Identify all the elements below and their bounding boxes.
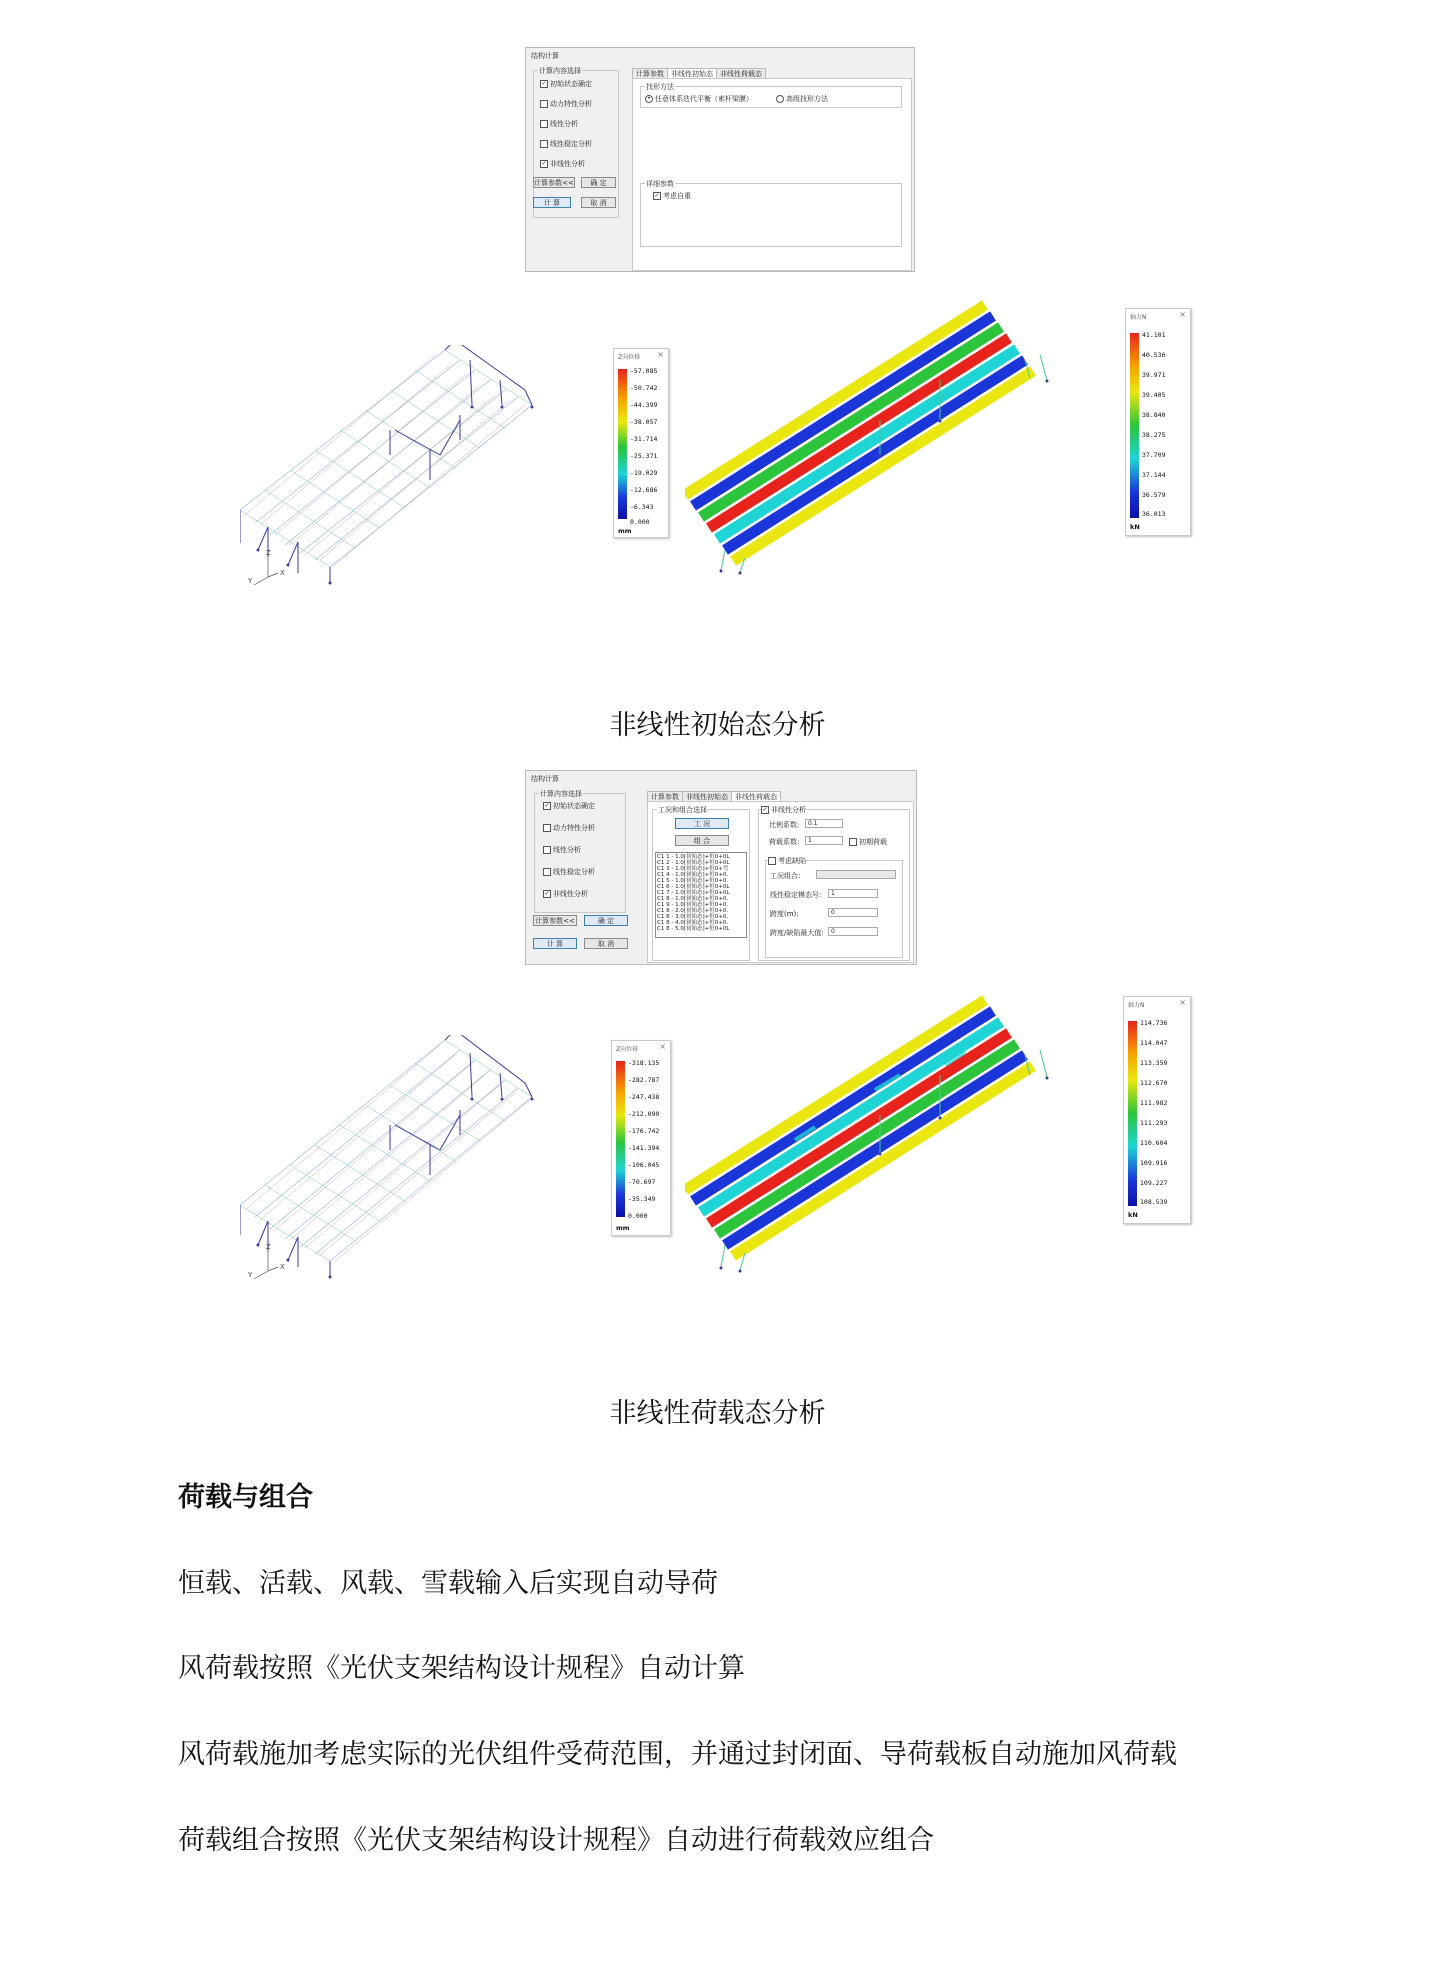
legend-value: 38.275: [1142, 431, 1166, 439]
legend-value: 111.982: [1140, 1099, 1168, 1107]
cancel-button[interactable]: 取 消: [581, 197, 616, 208]
legend-unit: kN: [1128, 1211, 1138, 1219]
list-item[interactable]: C1 2 - 1.0[初始态]+恒0+0L: [657, 860, 730, 866]
case-combo-label: 工况组合:: [770, 872, 801, 880]
tab-nonlinear-load[interactable]: 非线性荷载态: [731, 791, 781, 802]
legend-title: 轴力N: [1130, 314, 1147, 321]
legend-value: -25.371: [630, 452, 658, 460]
combo-listbox[interactable]: [655, 852, 747, 938]
analysis-dialog-load: [525, 770, 917, 965]
load-combo-button[interactable]: 组 合: [675, 835, 729, 846]
legend-value: 36.579: [1142, 491, 1166, 499]
load-factor-label: 荷载系数:: [769, 838, 800, 846]
close-icon[interactable]: ×: [657, 350, 664, 359]
tab-nonlinear-initial[interactable]: 非线性初始态: [667, 68, 717, 79]
z-displacement-legend-initial: [613, 348, 669, 538]
checkbox-icon: [768, 857, 776, 865]
legend-value: -35.349: [628, 1195, 656, 1203]
axial-force-legend-load: [1123, 996, 1191, 1224]
checkbox-icon: [543, 846, 551, 854]
checkbox-icon: ✓: [544, 802, 550, 809]
legend-value: 36.013: [1142, 510, 1166, 518]
ok-button[interactable]: 确 定: [584, 915, 628, 926]
check-initial-load[interactable]: 初期荷载: [849, 837, 887, 847]
check-nonlinear[interactable]: ✓ 非线性分析: [541, 160, 585, 168]
legend-value: 0.000: [628, 1212, 648, 1220]
list-item[interactable]: C1 1 - 1.0[初始态]+恒0+0L: [657, 854, 730, 860]
check-linear[interactable]: 线性分析: [543, 845, 581, 855]
svg-text:X: X: [280, 1263, 285, 1271]
tab-nonlinear-initial[interactable]: 非线性初始态: [682, 791, 732, 802]
legend-value: -318.135: [628, 1059, 660, 1067]
check-self-weight[interactable]: ✓ 考虑自重: [654, 192, 691, 200]
list-item[interactable]: C1 7 - 1.0[初始态]+恒0+0L: [657, 890, 730, 896]
legend-value: 38.840: [1142, 411, 1166, 419]
close-icon[interactable]: ×: [1179, 998, 1186, 1007]
svg-text:Z: Z: [266, 549, 271, 557]
check-linear-stability[interactable]: 线性稳定分析: [543, 867, 595, 877]
radio-icon: [776, 95, 784, 103]
nonlinear-group: [758, 806, 910, 961]
radio-iterative[interactable]: • 任意体系迭代平衡（索杆梁膜）: [645, 94, 753, 104]
legend-title: Z向位移: [616, 1046, 639, 1053]
checkbox-icon: [543, 868, 551, 876]
color-scale-bar: [618, 369, 627, 519]
legend-value: 114.047: [1140, 1039, 1168, 1047]
list-item[interactable]: C1 8 - 3.0[初始态]+恒0+0.: [657, 914, 729, 920]
checkbox-icon: [540, 140, 548, 148]
section-heading: 荷载与组合: [178, 1482, 313, 1513]
list-item[interactable]: C1 3 - 1.0[初始态]+恒0+雪: [657, 866, 729, 872]
checkbox-icon: ✓: [762, 806, 768, 813]
close-icon[interactable]: ×: [659, 1042, 666, 1051]
svg-text:Y: Y: [248, 577, 253, 585]
legend-unit: kN: [1130, 523, 1140, 531]
checkbox-icon: ✓: [654, 192, 660, 199]
axial-force-legend-initial: [1125, 308, 1191, 536]
paragraph: 风荷载按照《光伏支架结构设计规程》自动计算: [178, 1653, 745, 1684]
tab-calc-params[interactable]: 计算参数: [647, 791, 683, 802]
legend-value: -141.394: [628, 1144, 660, 1152]
legend-value: -176.742: [628, 1127, 660, 1135]
legend-value: -44.399: [630, 401, 658, 409]
case-combo-select[interactable]: [816, 870, 896, 879]
ratio-label: 比例系数:: [769, 821, 800, 829]
legend-value: -31.714: [630, 435, 658, 443]
dialog-title: 结构计算: [531, 52, 559, 60]
legend-value: -19.029: [630, 469, 658, 477]
group-label: 详细参数: [646, 180, 674, 188]
checkbox-icon: ✓: [541, 160, 547, 167]
legend-value: -70.697: [628, 1178, 656, 1186]
group-label: 工况和组合选择: [658, 806, 707, 814]
svg-text:Z: Z: [266, 1243, 271, 1251]
legend-value: -50.742: [630, 384, 658, 392]
list-item[interactable]: C1 8 - 2.0[初始态]+恒0+0.: [657, 908, 729, 914]
check-linear-stability[interactable]: 线性稳定分析: [540, 139, 592, 149]
check-imperfection[interactable]: 考虑缺陷: [768, 856, 806, 866]
legend-title: Z向位移: [618, 354, 641, 361]
list-item[interactable]: C1 4 - 1.0[初始态]+恒0+0.: [657, 872, 729, 878]
checkbox-icon: [540, 100, 548, 108]
load-factor-input[interactable]: 1: [805, 836, 843, 845]
checkbox-icon: [543, 824, 551, 832]
caption-initial-analysis: 非线性初始态分析: [609, 710, 826, 741]
legend-value: -6.343: [630, 503, 654, 511]
calc-content-group: [533, 67, 619, 218]
paragraph: 风荷载施加考虑实际的光伏组件受荷范围，并通过封闭面、导荷载板自动施加风荷载: [178, 1739, 1177, 1770]
radio-icon: •: [645, 95, 653, 103]
checkbox-icon: [849, 838, 857, 846]
legend-unit: mm: [618, 527, 632, 535]
list-item[interactable]: C1 5 - 1.0[初始态]+恒0+0.: [657, 878, 729, 884]
checkbox-icon: ✓: [544, 890, 550, 897]
calc-params-button[interactable]: 计算参数<<: [534, 179, 574, 187]
color-scale-bar: [1130, 333, 1139, 518]
legend-title: 轴力N: [1128, 1002, 1145, 1009]
mode-label: 线性稳定模态号:: [770, 891, 822, 899]
calc-button[interactable]: 计 算: [533, 197, 571, 208]
caption-load-analysis: 非线性荷载态分析: [609, 1398, 826, 1429]
check-nonlinear[interactable]: ✓ 非线性分析: [544, 890, 588, 898]
form-method-group: [640, 83, 902, 108]
checkbox-icon: [540, 120, 548, 128]
legend-value: 113.359: [1140, 1059, 1168, 1067]
detail-params-group: [640, 180, 902, 247]
legend-value: -282.787: [628, 1076, 660, 1084]
legend-value: 108.539: [1140, 1198, 1168, 1206]
svg-text:X: X: [280, 569, 285, 577]
legend-value: 109.227: [1140, 1179, 1168, 1187]
close-icon[interactable]: ×: [1179, 310, 1186, 319]
group-label: 计算内容选择: [540, 790, 582, 798]
legend-value: 41.101: [1142, 331, 1166, 339]
legend-value: 37.709: [1142, 451, 1166, 459]
tab-calc-params[interactable]: 计算参数: [632, 68, 668, 79]
legend-value: 39.405: [1142, 391, 1166, 399]
legend-value: -57.085: [630, 367, 658, 375]
span-label: 跨度(m):: [770, 910, 799, 918]
check-dynamic[interactable]: 动力特性分析: [543, 823, 595, 833]
analysis-dialog-initial: [525, 47, 915, 272]
legend-value: 111.293: [1140, 1119, 1168, 1127]
legend-value: 40.536: [1142, 351, 1166, 359]
wireframe-model-load: [240, 1035, 600, 1280]
list-item[interactable]: C1 8 - 1.0[初始态]+恒0+0.: [657, 896, 729, 902]
axial-force-model-load: [685, 995, 1105, 1275]
list-item[interactable]: C1 8 - 4.0[初始态]+恒0+0.: [657, 920, 729, 926]
dialog-title: 结构计算: [531, 775, 559, 783]
list-item[interactable]: C1 6 - 1.0[初始态]+恒0+0L: [657, 884, 730, 890]
case-combo-group: [652, 806, 750, 961]
calc-content-group: [534, 790, 626, 913]
mode-input[interactable]: 1: [828, 889, 878, 898]
svg-text:Y: Y: [248, 1271, 253, 1279]
axial-force-model-initial: [685, 300, 1105, 575]
z-displacement-legend-load: [611, 1040, 671, 1236]
legend-value: -12.686: [630, 486, 658, 494]
legend-value: 110.604: [1140, 1139, 1168, 1147]
imperfection-group: [765, 857, 903, 958]
span-input[interactable]: 0: [828, 908, 878, 917]
legend-value: -38.057: [630, 418, 658, 426]
wireframe-model-initial: [240, 345, 600, 585]
check-linear[interactable]: 线性分析: [540, 119, 578, 129]
legend-unit: mm: [616, 1224, 630, 1232]
paragraph: 恒载、活载、风载、雪载输入后实现自动导荷: [178, 1568, 718, 1599]
legend-value: 37.144: [1142, 471, 1166, 479]
calc-params-button[interactable]: 计算参数<<: [533, 915, 577, 926]
legend-value: 0.000: [630, 518, 650, 526]
legend-value: 114.736: [1140, 1019, 1168, 1027]
calc-button[interactable]: 计 算: [533, 938, 577, 949]
ratio-input[interactable]: 0.1: [805, 819, 843, 828]
checkbox-icon: ✓: [541, 80, 547, 87]
ratio2-label: 跨度/缺陷最大值:: [770, 929, 824, 937]
list-item[interactable]: C1 9 - 1.0[初始态]+恒0+0.: [657, 902, 729, 908]
cancel-button[interactable]: 取 消: [584, 938, 628, 949]
color-scale-bar: [616, 1061, 625, 1217]
legend-value: -247.438: [628, 1093, 660, 1101]
list-item[interactable]: C1 8 - 5.0[初始态]+恒0+0L: [657, 926, 730, 932]
check-dynamic[interactable]: 动力特性分析: [540, 99, 592, 109]
load-case-button[interactable]: 工 况: [675, 818, 729, 829]
check-initial-state[interactable]: ✓ 初始状态确定: [541, 80, 592, 88]
legend-value: 109.916: [1140, 1159, 1168, 1167]
legend-value: 39.971: [1142, 371, 1166, 379]
ok-button[interactable]: 确 定: [581, 177, 616, 188]
group-label: 计算内容选择: [539, 67, 581, 75]
legend-value: -212.090: [628, 1110, 660, 1118]
color-scale-bar: [1128, 1021, 1137, 1206]
legend-value: 112.670: [1140, 1079, 1168, 1087]
radio-advanced[interactable]: 高级找形方法: [776, 94, 828, 104]
ratio2-input[interactable]: 0: [828, 927, 878, 936]
group-label: 找形方法: [646, 83, 674, 91]
check-initial-state[interactable]: ✓ 初始状态确定: [544, 802, 595, 810]
legend-value: -106.045: [628, 1161, 660, 1169]
tab-nonlinear-load[interactable]: 非线性荷载态: [716, 68, 766, 79]
check-nonlinear-analysis[interactable]: ✓ 非线性分析: [762, 806, 806, 814]
paragraph: 荷载组合按照《光伏支架结构设计规程》自动进行荷载效应组合: [178, 1825, 934, 1856]
